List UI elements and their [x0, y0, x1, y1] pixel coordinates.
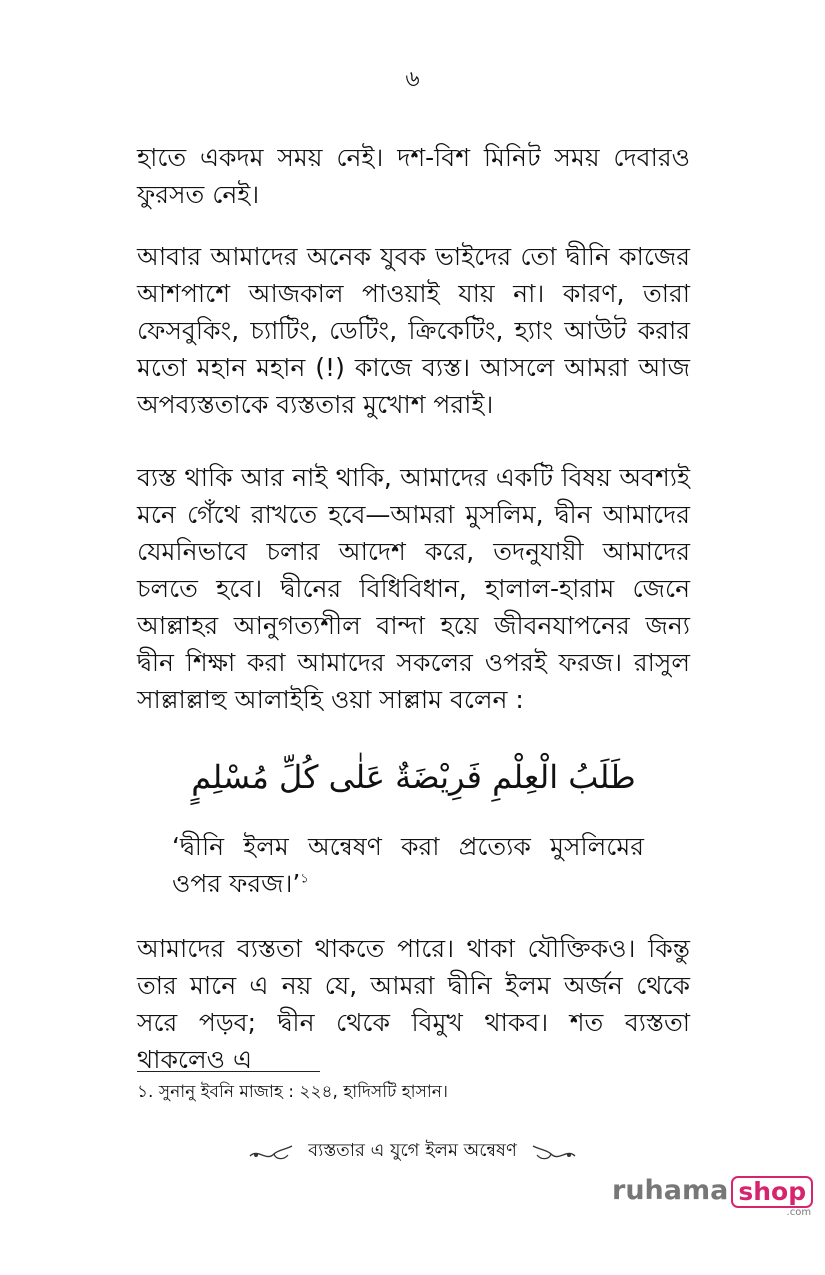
paragraph-4: আমাদের ব্যস্ততা থাকতে পারে। থাকা যৌক্তিকও। কিন্তু তার মানে এ নয় যে, আমরা দ্বীনি ইলম অর্জন থেকে সরে পড়ব; দ্বীন থেকে বিমুখ থাকব। শত ব্যস্ততা থাকলেও এ: [137, 934, 690, 1074]
footnote-divider: [137, 1071, 320, 1072]
watermark-logo: [612, 1175, 813, 1218]
running-footer-title: ব্যস্ততার এ যুগে ইলম অন্বেষণ: [308, 1140, 517, 1161]
footnote: ১. সুনানু ইবনি মাজাহ : ২২৪, হাদিসটি হাসান।: [137, 1082, 448, 1102]
footnote-marker[interactable]: ১: [300, 871, 309, 887]
watermark-shop: shop: [731, 1176, 813, 1208]
hadith-arabic: طَلَبُ الْعِلْمِ فَرِيْضَةٌ عَلٰى كُلِّ مُسْلِمٍ: [191, 758, 636, 796]
hadith-translation: [172, 828, 644, 902]
ornament-right-icon: [531, 1140, 577, 1164]
page-number: ৬: [405, 67, 420, 92]
watermark-suffix: .com: [786, 1207, 812, 1218]
hadith-translation-text: ‘দ্বীনি ইলম অন্বেষণ করা প্রত্যেক মুসলিমের ওপর ফরজ।’: [172, 832, 644, 898]
paragraph-2: আবার আমাদের অনেক যুবক ভাইদের তো দ্বীনি কাজের আশপাশে আজকাল পাওয়াই যায় না। কারণ, তারা ফেসবুকিং, চ্যাটিং, ডেটিং, ক্রিকেটিং, হ্যাং আউট করার মতো মহান মহান (!) কাজে ব্যস্ত। আসলে আমরা আজ অপব্যস্ততাকে ব্যস্ততার মুখোশ পরাই।: [137, 242, 690, 419]
watermark-ruhama: ruhama: [612, 1175, 729, 1206]
ornament-left-icon: [248, 1140, 294, 1164]
watermark-shop-wrap: [731, 1176, 813, 1218]
paragraph-1: হাতে একদম সময় নেই। দশ-বিশ মিনিট সময় দেবারও ফুরসত নেই।: [137, 143, 690, 209]
paragraph-3: ব্যস্ত থাকি আর নাই থাকি, আমাদের একটি বিষয় অবশ্যই মনে গেঁথে রাখতে হবে—আমরা মুসলিম, দ্বীন আমাদের যেমনিভাবে চলার আদেশ করে, তদনুযায়ী আমাদের চলতে হবে। দ্বীনের বিধিবিধান, হালাল-হারাম জেনে আল্লাহর আনুগত্যশীল বান্দা হয়ে জীবনযাপনের জন্য দ্বীন শিক্ষা করা আমাদের সকলের ওপরই ফরজ। রাসুল সাল্লাল্লাহু আলাইহি ওয়া সাল্লাম বলেন :: [137, 463, 690, 714]
running-footer: [0, 1136, 825, 1167]
